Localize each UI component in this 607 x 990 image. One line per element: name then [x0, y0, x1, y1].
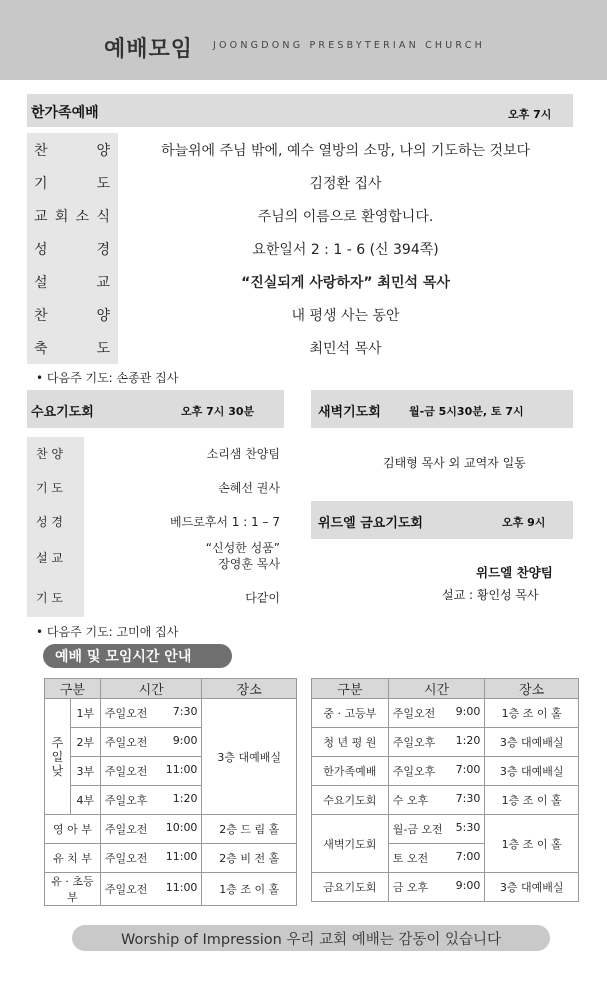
wednesday-label: 설 교 [36, 551, 63, 565]
col-header-place: 장소 [485, 679, 579, 699]
widel-title: 위드엘 금요기도회 [318, 516, 423, 531]
dept-time: 수 오후 7:30 [388, 786, 485, 815]
dept-time: 주일오후 7:00 [388, 757, 485, 786]
service-name: 1부 [70, 699, 100, 728]
wednesday-title: 수요기도회 [31, 405, 94, 420]
dept-name: 영 아 부 [45, 815, 101, 844]
col-header-time: 시간 [388, 679, 485, 699]
service-name: 4부 [70, 786, 100, 815]
service-time: 주일오후 1:20 [100, 786, 202, 815]
schedule-table-right [311, 678, 579, 902]
table-row [312, 757, 579, 786]
sunday-group-label: 주일낮 [45, 699, 71, 815]
order-label: 축 도 [34, 341, 110, 357]
order-value: “진실되게 사랑하자” 최민석 목사 [241, 275, 450, 291]
dept-name: 한가족예배 [312, 757, 389, 786]
family-worship-bar [27, 94, 573, 127]
table-row [312, 873, 579, 902]
widel-sermon: 설교 : 황인성 목사 [442, 588, 539, 602]
dept-time: 주일오전 9:00 [388, 699, 485, 728]
dept-name: 금요기도회 [312, 873, 389, 902]
order-value: 주님의 이름으로 환영합니다. [257, 209, 434, 225]
widel-team: 위드엘 찬양팀 [476, 565, 553, 580]
dept-place: 1층 조 이 홀 [485, 699, 579, 728]
dept-place: 1층 조 이 홀 [485, 815, 579, 873]
dept-time: 금 오후 9:00 [388, 873, 485, 902]
schedule-title: 예배 및 모임시간 안내 [43, 644, 232, 668]
col-header-time: 시간 [100, 679, 202, 699]
wednesday-label: 찬 양 [36, 447, 63, 461]
order-value: 하늘위에 주님 밖에, 예수 열방의 소망, 나의 기도하는 것보다 [160, 143, 531, 159]
dept-place: 2층 비 전 홀 [202, 844, 297, 873]
order-value: 요한일서 2 : 1 - 6 (신 394쪽) [252, 242, 439, 258]
order-label: 성 경 [34, 242, 110, 258]
wednesday-label: 성 경 [36, 515, 63, 529]
wednesday-label: 기 도 [36, 481, 63, 495]
dept-name: 새벽기도회 [312, 815, 389, 873]
dawn-time: 월-금 5시30분, 토 7시 [409, 405, 524, 418]
service-time: 주일오전 7:30 [100, 699, 202, 728]
dawn-leaders: 김태형 목사 외 교역자 일동 [383, 456, 526, 470]
table-row [312, 728, 579, 757]
dept-name: 수요기도회 [312, 786, 389, 815]
table-row [312, 815, 579, 844]
wednesday-next-prayer: • 다음주 기도: 고미애 집사 [36, 625, 179, 639]
service-time: 주일오전 9:00 [100, 728, 202, 757]
dept-place: 1층 조 이 홀 [202, 873, 297, 906]
dept-place: 3층 대예배실 [485, 757, 579, 786]
table-row [45, 815, 297, 844]
order-value: 김정환 집사 [309, 176, 382, 192]
order-label: 찬 양 [34, 308, 110, 324]
dept-place: 3층 대예배실 [485, 728, 579, 757]
order-label: 교 회 소 식 [34, 209, 110, 225]
church-name: JOONGDONG PRESBYTERIAN CHURCH [213, 40, 485, 51]
dept-time: 월-금 오전 5:30 [388, 815, 485, 844]
wednesday-label: 기 도 [36, 591, 63, 605]
col-header-place: 장소 [202, 679, 297, 699]
schedule-table-left [44, 678, 297, 906]
wednesday-value: 손혜선 권사 [218, 481, 280, 495]
wednesday-value: “신성한 성품” [205, 541, 280, 555]
widel-time: 오후 9시 [502, 516, 546, 529]
table-row [45, 844, 297, 873]
dept-name: 청 년 평 원 [312, 728, 389, 757]
dept-place: 2층 드 림 홀 [202, 815, 297, 844]
order-value: 최민석 목사 [309, 341, 382, 357]
wednesday-value: 소리샘 찬양팀 [206, 447, 280, 461]
service-name: 3부 [70, 757, 100, 786]
dept-name: 유 치 부 [45, 844, 101, 873]
family-worship-time: 오후 7시 [508, 108, 552, 121]
dept-name: 중 · 고등부 [312, 699, 389, 728]
col-header-category: 구분 [312, 679, 389, 699]
wednesday-value: 베드로후서 1 : 1 – 7 [170, 515, 280, 529]
wednesday-time: 오후 7시 30분 [181, 405, 255, 418]
order-label: 설 교 [34, 275, 110, 291]
footer-banner: Worship of Impression 우리 교회 예배는 감동이 있습니다 [72, 925, 550, 951]
order-label: 기 도 [34, 176, 110, 192]
table-row [45, 873, 297, 906]
family-next-prayer: • 다음주 기도: 손종관 집사 [36, 371, 179, 385]
page-title: 예배모임 [104, 37, 194, 62]
order-label: 찬 양 [34, 143, 110, 159]
table-row [45, 699, 297, 728]
dept-place: 1층 조 이 홀 [485, 786, 579, 815]
wednesday-preacher: 장영훈 목사 [218, 557, 280, 571]
dept-name: 유 · 초등부 [45, 873, 101, 906]
service-name: 2부 [70, 728, 100, 757]
dept-time: 주일오후 1:20 [388, 728, 485, 757]
table-row [312, 786, 579, 815]
service-place: 3층 대예배실 [202, 699, 297, 815]
dept-time: 토 오전 7:00 [388, 844, 485, 873]
dept-place: 3층 대예배실 [485, 873, 579, 902]
table-row [312, 699, 579, 728]
dept-time: 주일오전 11:00 [100, 844, 202, 873]
service-time: 주일오전 11:00 [100, 757, 202, 786]
dept-time: 주일오전 11:00 [100, 873, 202, 906]
order-value: 내 평생 사는 동안 [291, 308, 400, 324]
family-worship-title: 한가족예배 [31, 105, 99, 121]
col-header-category: 구분 [45, 679, 101, 699]
wednesday-value: 다같이 [245, 591, 280, 605]
dept-time: 주일오전 10:00 [100, 815, 202, 844]
dawn-title: 새벽기도회 [318, 405, 381, 420]
